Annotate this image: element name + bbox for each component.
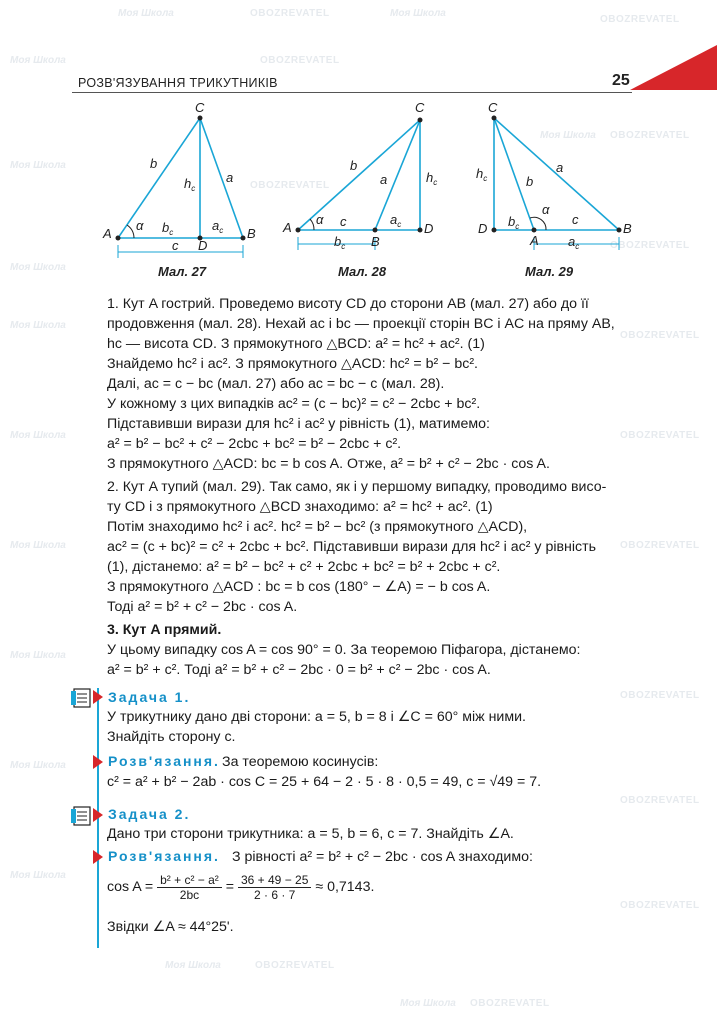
task-2-line: Дано три сторони трикутника: a = 5, b = 6, c = 7. Знайдіть ∠A. — [107, 826, 514, 842]
watermark: Моя Школа — [10, 55, 66, 66]
figure-28 — [280, 100, 450, 260]
label-C: C — [415, 100, 425, 115]
text-line: У цьому випадку cos A = cos 90° = 0. За теоремою Піфагора, дістанемо: — [107, 642, 581, 658]
watermark: Моя Школа — [390, 8, 446, 19]
solution-2-line: Звідки ∠A ≈ 44°25'. — [107, 919, 234, 935]
task-1-heading: Задача 1. — [108, 689, 191, 705]
watermark: OBOZREVATEL — [620, 690, 700, 701]
watermark: Моя Школа — [10, 430, 66, 441]
page-number: 25 — [612, 72, 630, 89]
task-1-line: Знайдіть сторону c. — [107, 729, 236, 745]
text-line: З прямокутного △ACD: bc = b cos A. Отже, a² = b² + c² − 2bc · cos A. — [107, 456, 550, 472]
watermark: OBOZREVATEL — [620, 795, 700, 806]
text-line: 1. Кут A гострий. Проведемо висоту CD до сторони AB (мал. 27) або до її — [107, 296, 589, 312]
watermark: Моя Школа — [118, 8, 174, 19]
label-hc: $h_c$ — [184, 176, 196, 193]
label-B: B — [247, 226, 256, 241]
text-line: 3. Кут A прямий. — [107, 622, 222, 638]
text-line: Далі, ac = c − bc (мал. 27) або ac = bc − c (мал. 28). — [107, 376, 445, 392]
text-line: Підставивши вирази для hc² і ac² у рівність (1), матимемо: — [107, 416, 490, 432]
task-2-heading: Задача 2. — [108, 806, 191, 822]
watermark: OBOZREVATEL — [620, 330, 700, 341]
label-c: c — [172, 238, 179, 253]
text-line: ту CD і з прямокутного △BCD знаходимо: a² = hc² + ac². (1) — [107, 499, 493, 515]
label-A: A — [283, 220, 292, 235]
text-line: a² = b² − bc² + c² − 2cbc + bc² = b² − 2cbc + c². — [107, 436, 402, 452]
label-B: B — [623, 221, 632, 236]
label-C: C — [195, 100, 205, 115]
notebook-icon — [70, 804, 94, 828]
text-line: hc — висота CD. З прямокутного △BCD: a² = hc² + ac². (1) — [107, 336, 485, 352]
header-rule — [72, 92, 632, 93]
solution-2-formula: cos A = $\frac{\text{b² + c² − a²}}{2bc}$ = $\frac{36 + 49 - 25}{2 \cdot 6 \cdot 7}$ ≈ 0,7143. — [107, 872, 375, 902]
label-B: B — [371, 234, 380, 249]
watermark: OBOZREVATEL — [610, 130, 690, 141]
solution-2-line: З рівності a² = b² + c² − 2bc · cos A знаходимо: — [232, 849, 533, 865]
fraction-symbolic: $\frac{\text{b² + c² − a²}}{2bc}$ — [157, 873, 222, 902]
watermark: Моя Школа — [540, 130, 596, 141]
text-line: ac² = (c + bc)² = c² + 2cbc + bc². Підставивши вирази для hc² і ac² у рівність — [107, 539, 596, 555]
watermark: OBOZREVATEL — [255, 960, 335, 971]
text-line: a² = b² + c². Тоді a² = b² + c² − 2bc · 0 = b² + c² − 2bc · cos A. — [107, 662, 491, 678]
label-alpha: α — [136, 218, 144, 233]
page-header — [72, 70, 717, 92]
notebook-icon — [70, 686, 94, 710]
label-ac: $a_c$ — [212, 218, 224, 235]
label-D: D — [198, 238, 208, 253]
triangle-marker-icon — [93, 808, 103, 822]
figure-29 — [476, 100, 646, 260]
solution-1-heading: Розв'язання. — [108, 753, 220, 769]
label-C: C — [488, 100, 498, 115]
triangle-marker-icon — [93, 690, 103, 704]
watermark: Моя Школа — [10, 650, 66, 661]
watermark: Моя Школа — [400, 998, 456, 1009]
figure-27-caption: Мал. 27 — [158, 264, 207, 279]
label-ac: $a_c$ — [390, 212, 402, 229]
watermark: OBOZREVATEL — [620, 430, 700, 441]
label-ac: $a_c$ — [568, 234, 580, 251]
text-line: У кожному з цих випадків ac² = (c − bc)² = c² − 2cbc + bc². — [107, 396, 481, 412]
figure-28-caption: Мал. 28 — [338, 264, 387, 279]
solution-1-line: За теоремою косинусів: — [222, 754, 379, 770]
solution-2-heading: Розв'язання. — [108, 848, 220, 864]
watermark: Моя Школа — [10, 160, 66, 171]
watermark: Моя Школа — [10, 262, 66, 273]
approx-result: ≈ 0,7143. — [315, 879, 375, 895]
solution-1-line: c² = a² + b² − 2ab · cos C = 25 + 64 − 2 · 5 · 8 · 0,5 = 49, c = √49 = 7. — [107, 774, 542, 790]
text-line: (1), дістанемо: a² = b² − bc² + c² + 2cbc + bc² = b² + 2cbc + c². — [107, 559, 501, 575]
watermark: OBOZREVATEL — [610, 240, 690, 251]
label-a: a — [380, 172, 388, 187]
label-D: D — [424, 221, 434, 236]
label-A: A — [103, 226, 112, 241]
watermark: OBOZREVATEL — [260, 55, 340, 66]
label-a: a — [556, 160, 564, 175]
label-a: a — [226, 170, 234, 185]
watermark: OBOZREVATEL — [620, 540, 700, 551]
watermark: Моя Школа — [10, 540, 66, 551]
cos-a-label: cos A = — [107, 879, 154, 895]
label-bc: $b_c$ — [334, 234, 346, 251]
watermark: Моя Школа — [10, 320, 66, 331]
label-A: A — [530, 233, 539, 248]
label-hc: $h_c$ — [476, 166, 488, 183]
triangle-marker-icon — [93, 850, 103, 864]
label-alpha: α — [316, 212, 324, 227]
label-b: b — [150, 156, 158, 171]
label-bc: $b_c$ — [508, 214, 520, 231]
watermark: OBOZREVATEL — [250, 8, 330, 19]
label-hc: $h_c$ — [426, 170, 438, 187]
label-c: c — [572, 212, 579, 227]
triangle-marker-icon — [93, 755, 103, 769]
task-1-line: У трикутнику дано дві сторони: a = 5, b = 8 і ∠C = 60° між ними. — [107, 709, 526, 725]
watermark: Моя Школа — [165, 960, 221, 971]
text-line: продовження (мал. 28). Нехай ac і bc — проекції сторін BC і AC на пряму AB, — [107, 316, 615, 332]
text-line: Потім знаходимо hc² і ac². hc² = b² − bc² (з прямокутного △ACD), — [107, 519, 528, 535]
label-c: c — [340, 214, 347, 229]
label-alpha: α — [542, 202, 550, 217]
fraction-numeric: $\frac{36 + 49 - 25}{2 \cdot 6 \cdot 7}$ — [238, 873, 311, 902]
chapter-title: РОЗВ'ЯЗУВАННЯ ТРИКУТНИКІВ — [78, 76, 278, 90]
watermark: OBOZREVATEL — [600, 14, 680, 25]
figure-27 — [100, 100, 270, 260]
watermark: Моя Школа — [10, 870, 66, 881]
figure-29-caption: Мал. 29 — [525, 264, 574, 279]
watermark: OBOZREVATEL — [620, 900, 700, 911]
watermark: OBOZREVATEL — [250, 180, 330, 191]
text-line: Тоді a² = b² + c² − 2bc · cos A. — [107, 599, 298, 615]
text-line: З прямокутного △ACD : bc = b cos (180° − ∠A) = − b cos A. — [107, 579, 491, 595]
text-line: Знайдемо hc² і ac². З прямокутного △ACD: hc² = b² − bc². — [107, 356, 479, 372]
label-bc: $b_c$ — [162, 220, 174, 237]
watermark: Моя Школа — [10, 760, 66, 771]
label-D: D — [478, 221, 488, 236]
label-b: b — [526, 174, 534, 189]
text-line: 2. Кут A тупий (мал. 29). Так само, як і у першому випадку, проводимо висо- — [107, 479, 607, 495]
label-b: b — [350, 158, 358, 173]
watermark: OBOZREVATEL — [470, 998, 550, 1009]
